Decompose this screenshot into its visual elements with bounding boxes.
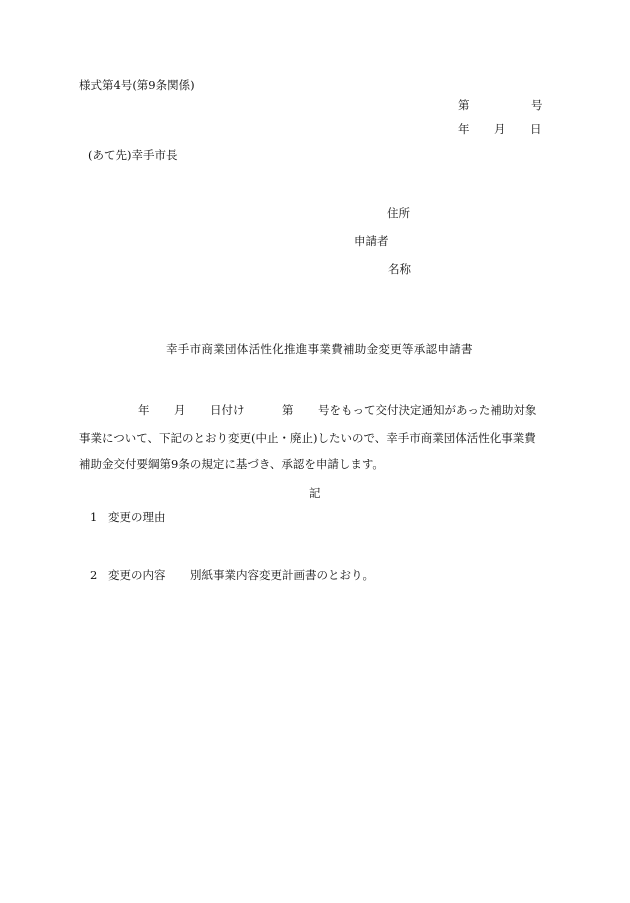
date-month-label: 月 bbox=[494, 122, 506, 136]
item-label-change-content: 変更の内容 bbox=[108, 568, 166, 582]
document-number-prefix: 第 bbox=[458, 98, 470, 112]
item-number: 1 bbox=[90, 510, 98, 524]
document-number-suffix: 号 bbox=[531, 98, 543, 112]
document-title: 幸手市商業団体活性化推進事業費補助金変更等承認申請書 bbox=[166, 342, 473, 356]
body-month-label: 月 bbox=[174, 403, 186, 417]
item-label-change-reason: 変更の理由 bbox=[108, 510, 166, 524]
body-day-label: 日付け bbox=[210, 403, 245, 417]
ki-heading: 記 bbox=[309, 486, 321, 500]
body-line-1: 号をもって交付決定通知があった補助対象 bbox=[318, 403, 537, 417]
item-value-change-content: 別紙事業内容変更計画書のとおり。 bbox=[190, 568, 374, 582]
applicant-address-label: 住所 bbox=[387, 206, 410, 220]
date-day-label: 日 bbox=[530, 122, 542, 136]
body-year-label: 年 bbox=[138, 403, 150, 417]
body-line-2: 事業について、下記のとおり変更(中止・廃止)したいので、幸手市商業団体活性化事業費 bbox=[79, 431, 536, 445]
body-number-prefix: 第 bbox=[282, 403, 294, 417]
applicant-label: 申請者 bbox=[354, 234, 389, 248]
item-number: 2 bbox=[90, 568, 98, 582]
addressee: (あて先)幸手市長 bbox=[88, 148, 178, 162]
body-line-3: 補助金交付要綱第9条の規定に基づき、承認を申請します。 bbox=[79, 457, 384, 471]
applicant-name-label: 名称 bbox=[388, 262, 411, 276]
date-year-label: 年 bbox=[458, 122, 470, 136]
form-number: 様式第4号(第9条関係) bbox=[79, 78, 195, 92]
